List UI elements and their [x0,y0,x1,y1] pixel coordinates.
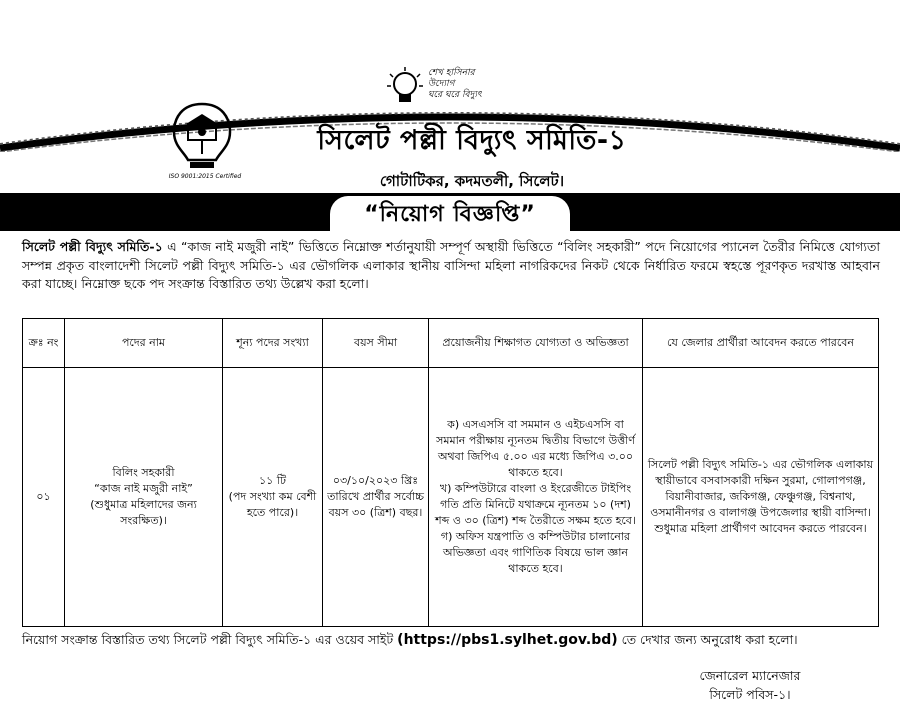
footer-note-before: নিয়োগ সংক্রান্ত বিস্তারিত তথ্য সিলেট পল্লী বিদ্যুৎ সমিতি-১ এর ওয়েব সাইট [22,632,398,647]
footer-note-after: তে দেখার জন্য অনুরোধ করা হলো। [617,632,798,647]
org-address: গোটাটিকর, কদমতলী, সিলেট। [379,172,565,190]
header-vacancy: শূন্য পদের সংখ্যা [223,319,323,368]
vacancy-note: (পদ সংখ্যা কম বেশী হতে পারে)। [228,490,317,519]
website-link[interactable]: (https://pbs1.sylhet.gov.bd) [397,632,618,648]
title-bar [0,193,900,231]
post-reserved: (শুধুমাত্র মহিলাদের জন্য সংরক্ষিত)। [90,498,197,527]
title-pill [330,196,570,232]
post-basis: “কাজ নাই মজুরী নাই” [94,482,193,495]
campaign-slogan [428,68,482,101]
cell-qualification [429,368,643,627]
cell-district: সিলেট পল্লী বিদ্যুৎ সমিতি-১ এর ভৌগলিক এলাকায় স্থায়ীভাবে বসবাসকারী দক্ষিন সুরমা, গোলাপগঞ্জ, বিয়ানীবাজার, জকিগঞ্জ, ফেঞ্চুগঞ্জ, বিশ্বনাথ, ওসমানীনগর ও বালাগঞ্জ উপজেলার স্থায়ী বাসিন্দা। শুধুমাত্র মহিলা প্রার্থীগণ আবেদন করতে পারবেন। [643,368,879,627]
job-table [22,318,879,627]
campaign-line-2: উদ্যোগ [428,79,455,89]
logo-caption: ISO 9001:2015 Certified [168,173,242,180]
signature-block [640,666,860,704]
header-qualification: প্রয়োজনীয় শিক্ষাগত যোগ্যতা ও অভিজ্ঞতা [429,319,643,368]
header-post: পদের নাম [65,319,223,368]
table-row [23,368,879,627]
footer-note [22,630,880,650]
cell-age: ০৩/১০/২০২৩ খ্রিঃ তারিখে প্রার্থীর সর্বোচ্চ বয়স ৩০ (ত্রিশ) বছর। [323,368,429,627]
table-header-row [23,319,879,368]
intro-org-name: সিলেট পল্লী বিদ্যুৎ সমিতি-১ [22,239,163,254]
org-logo-icon [170,100,234,174]
lightbulb-icon [385,66,425,110]
header-district: যে জেলার প্রার্থীরা আবেদন করতে পারবেন [643,319,879,368]
header-age: বয়স সীমা [323,319,429,368]
qualification-c: গ) অফিস যন্ত্রপাতি ও কম্পিউটার চালানোর অভিজ্ঞতা এবং গাণিতিক বিষয়ে ভাল জ্ঞান থাকতে হবে। [440,530,631,575]
signature-title: জেনারেল ম্যানেজার [699,668,801,683]
post-name: বিলিং সহকারী [112,466,175,479]
vacancy-count: ১১ টি [259,474,286,487]
signature-org: সিলেট পবিস-১। [709,687,791,702]
qualification-b: খ) কম্পিউটারে বাংলা ও ইংরেজীতে টাইপিং গতি প্রতি মিনিটে যথাক্রমে ন্যূনতম ১০ (দশ) শব্দ ও ৩০ (ত্রিশ) শব্দ তৈরীতে সক্ষম হতে হবে। [435,482,636,527]
intro-paragraph [22,238,880,294]
campaign-line-1: শেখ হাসিনার [428,68,475,78]
campaign-line-3: ঘরে ঘরে বিদ্যুৎ [428,90,482,100]
intro-text: এ “কাজ নাই মজুরী নাই” ভিত্তিতে নিম্নোক্ত শর্তানুযায়ী সম্পূর্ণ অস্থায়ী ভিত্তিতে “বিলিং সহকারী” পদে নিয়োগের প্যানেল তৈরীর নিমিত্তে যোগ্যতা সম্পন্ন প্রকৃত বাংলাদেশী সিলেট পল্লী বিদ্যুৎ সমিতি-১ এর ভৌগলিক এলাকার স্থানীয় বাসিন্দা মহিলা নাগরিকদের নিকট থেকে নির্ধারিত ফরমে স্বহস্তে পূরণকৃত দরখাস্ত আহবান করা যাচ্ছে। নিম্নোক্ত ছকে পদ সংক্রান্ত বিস্তারিত তথ্য উল্লেখ করা হলো। [22,239,880,291]
qualification-a: ক) এসএসসি বা সমমান ও এইচএসসি বা সমমান পরীক্ষায় ন্যূনতম দ্বিতীয় বিভাগে উত্তীর্ণ অথবা জিপিএ ৫.০০ এর মধ্যে জিপিএ ৩.০০ থাকতে হবে। [436,418,635,479]
cell-serial: ০১ [23,368,65,627]
cell-post [65,368,223,627]
notice-title: “নিয়োগ বিজ্ঞপ্তি” [364,201,536,227]
header-serial: ক্রঃ নং [23,319,65,368]
header [0,0,900,192]
org-name: সিলেট পল্লী বিদ্যুৎ সমিতি-১ [317,125,627,156]
cell-vacancy [223,368,323,627]
